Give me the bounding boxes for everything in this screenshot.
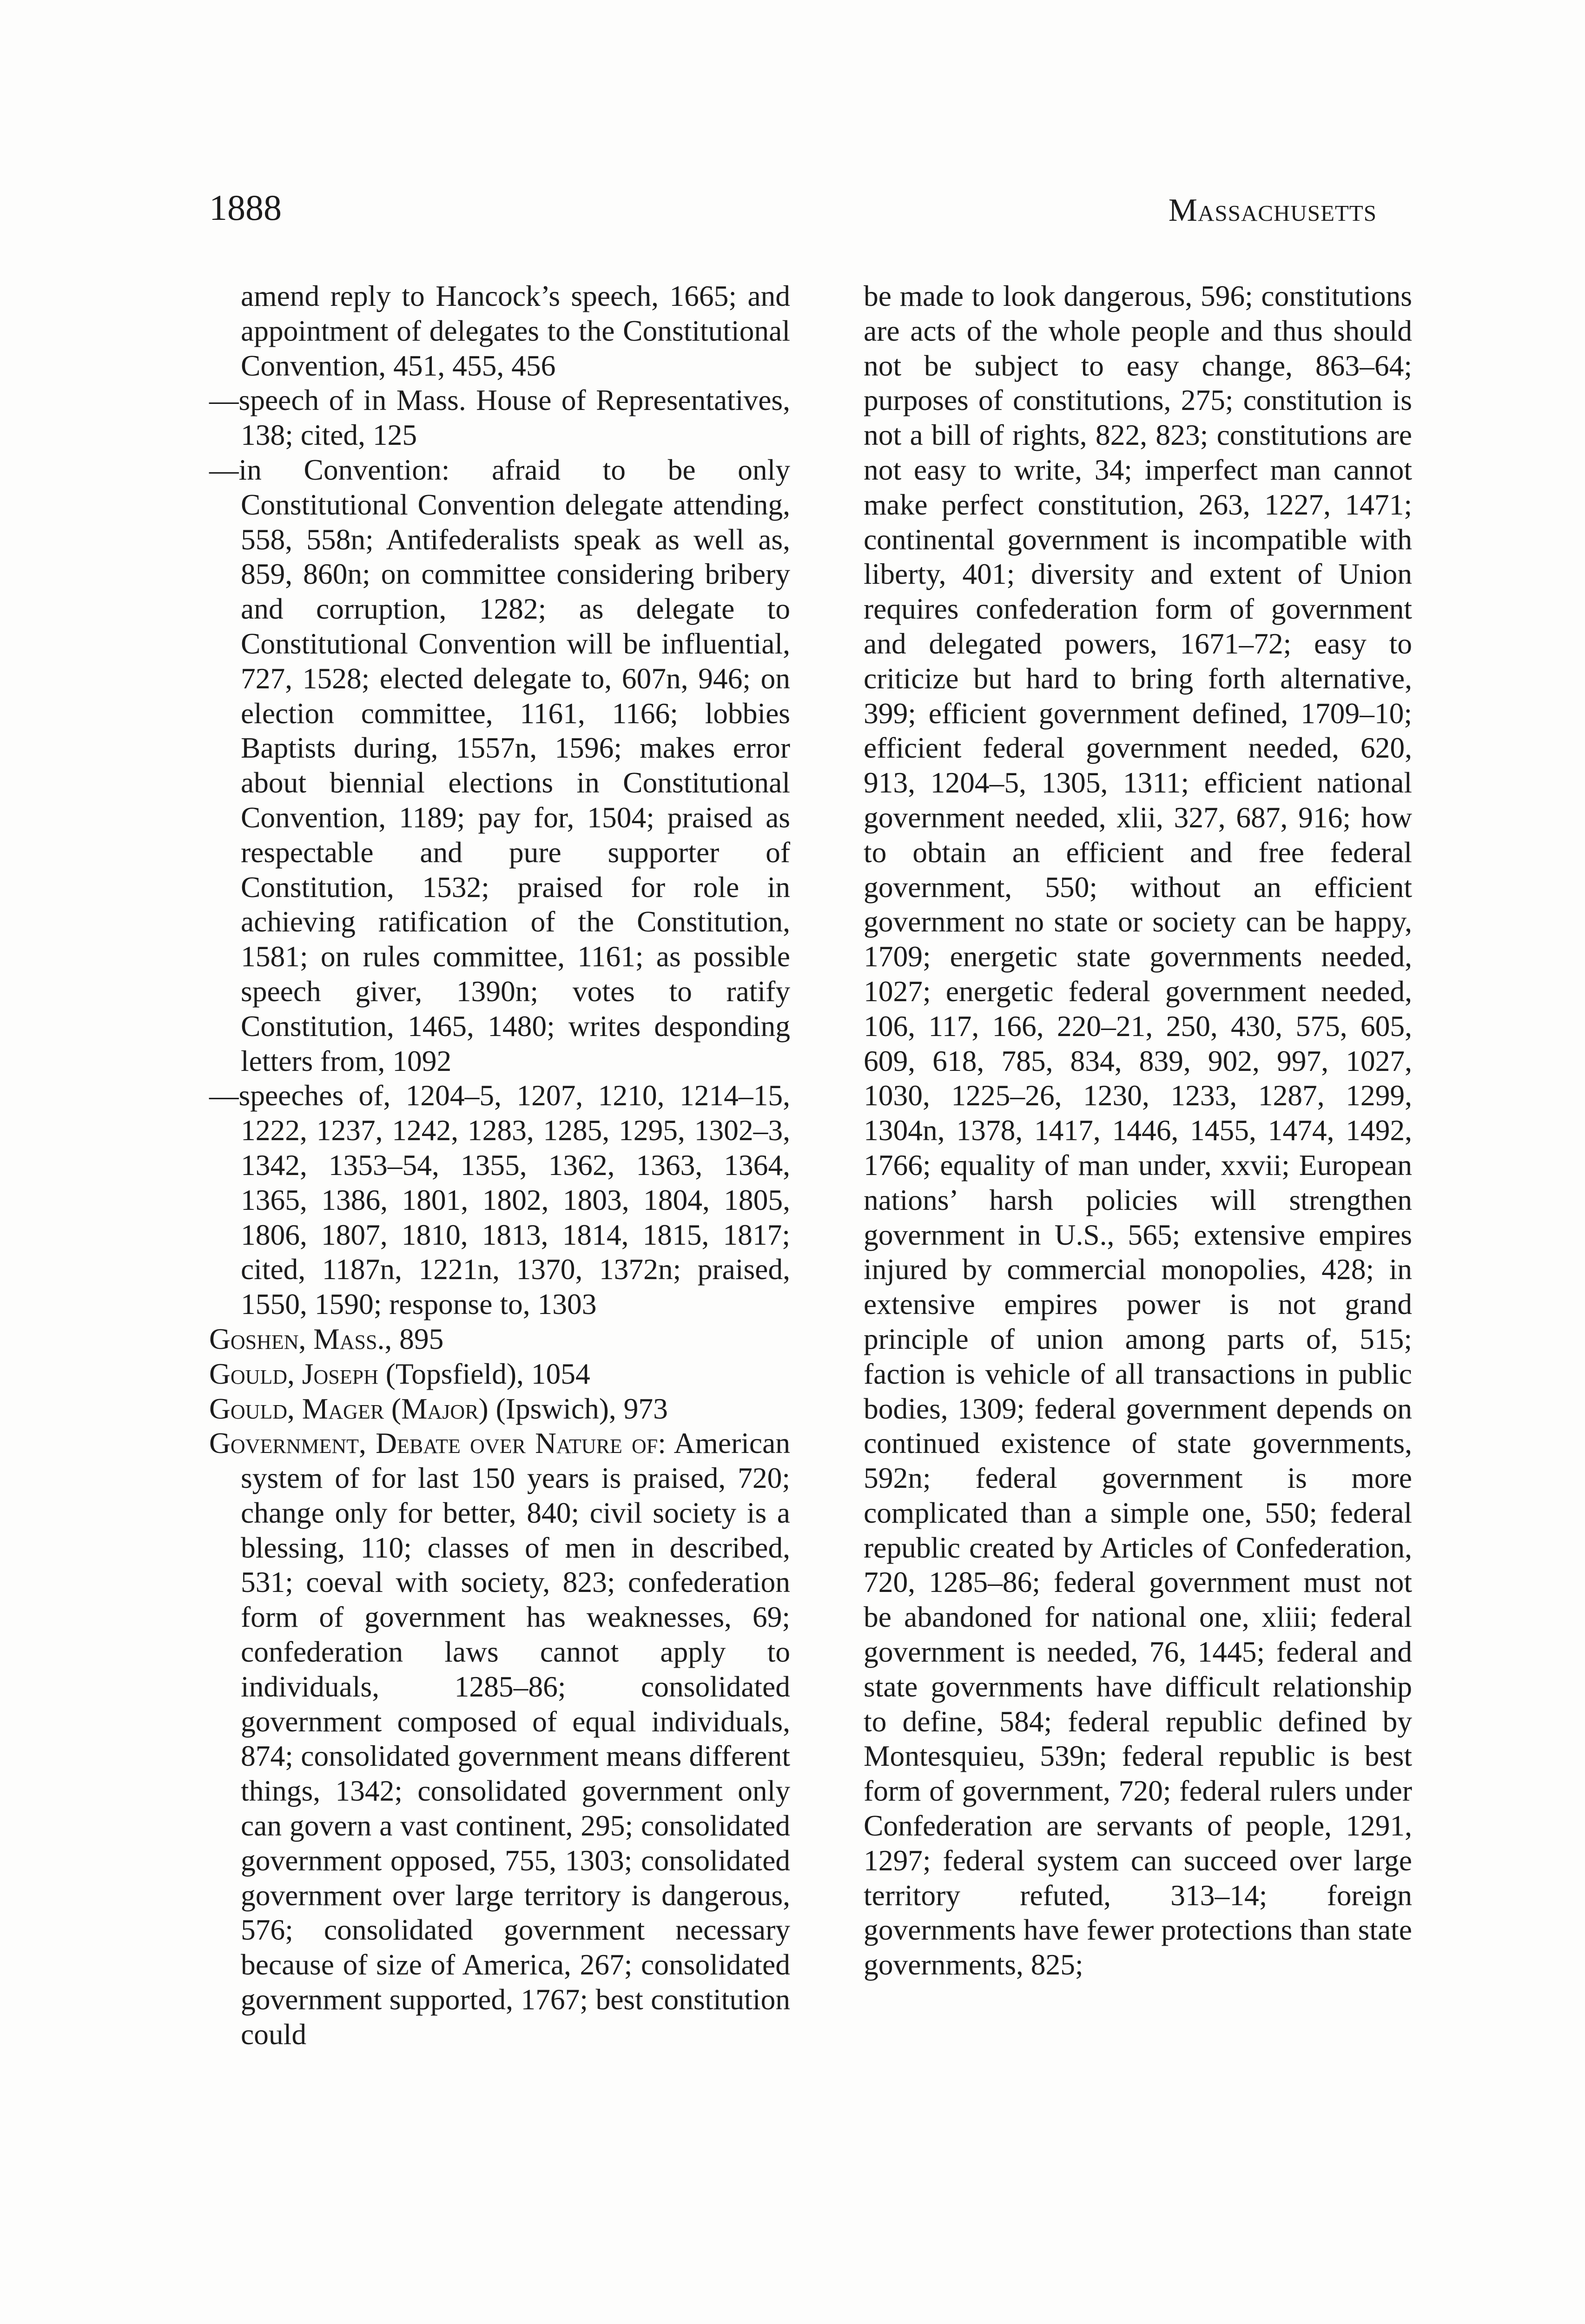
index-entry — [209, 1357, 790, 1392]
index-subentry: —in Convention: afraid to be only Constitutional Convention delegate attending, 558, 558n; Antifederalists speak as well as, 859, 860n; on committee considering bribery and corruption, 1282; as delegate to Constitutional Convention will be influential, 727, 1528; elected delegate to, 607n, 946; on election committee, 1161, 1166; lobbies Baptists during, 1557n, 1596; makes error about biennial elections in Constitutional Convention, 1189; pay for, 1504; praised as respectable and pure supporter of Constitution, 1532; praised for role in achieving ratification of the Constitution, 1581; on rules committee, 1161; as possible speech giver, 1390n; votes to ratify Constitution, 1465, 1480; writes desponding letters from, 1092 — [209, 453, 790, 1077]
index-locators: (Topsfield), 1054 — [378, 1357, 590, 1390]
index-headword: Goshen, Mass. — [209, 1322, 385, 1355]
index-entry — [209, 1322, 790, 1357]
page-number: 1888 — [209, 187, 282, 228]
index-headword: Gould, Mager (Major) — [209, 1392, 489, 1425]
index-entry — [209, 1426, 790, 2052]
running-head — [1169, 194, 1377, 227]
index-entry — [209, 1392, 790, 1426]
running-head-text: Massachusetts — [1168, 192, 1377, 228]
index-locators: (Ipswich), 973 — [488, 1392, 668, 1425]
index-subentry: —speech of in Mass. House of Representatives, 138; cited, 125 — [209, 383, 790, 452]
index-headword: Gould, Joseph — [209, 1357, 378, 1390]
index-entry-continuation: be made to look dangerous, 596; constitutions are acts of the whole people and thus should not be subject to easy change, 863–64; purposes of constitutions, 275; constitution is not a bill of rights, 822, 823; constitutions are not easy to write, 34; imperfect man cannot make perfect constitution, 263, 1227, 1471; continental government is incompatible with liberty, 401; diversity and extent of Union requires confederation form of government and delegated powers, 1671–72; easy to criticize but hard to bring forth alternative, 399; efficient government defined, 1709–10; efficient federal government needed, 620, 913, 1204–5, 1305, 1311; efficient national government needed, xlii, 327, 687, 916; how to obtain an efficient and free federal government, 550; without an efficient government no state or society can be happy, 1709; energetic state governments needed, 1027; energetic federal government needed, 106, 117, 166, 220–21, 250, 430, 575, 605, 609, 618, 785, 834, 839, 902, 997, 1027, 1030, 1225–26, 1230, 1233, 1287, 1299, 1304n, 1378, 1417, 1446, 1455, 1474, 1492, 1766; equality of man under, xxvii; European nations’ harsh policies will strengthen government in U.S., 565; extensive empires injured by commercial monopolies, 428; in extensive empires power is not grand principle of union among parts of, 515; faction is vehicle of all transactions in public bodies, 1309; federal government depends on continued existence of state governments, 592n; federal government is more complicated than a simple one, 550; federal republic created by Articles of Confederation, 720, 1285–86; federal government must not be abandoned for national one, xliii; federal government is needed, 76, 1445; federal and state governments have difficult relationship to define, 584; federal republic defined by Montesquieu, 539n; federal republic is best form of government, 720; federal rulers under Confederation are servants of people, 1291, 1297; federal system can succeed over large territory refuted, 313–14; foreign governments have fewer protections than state governments, 825; — [864, 279, 1412, 1981]
index-subentry: —speeches of, 1204–5, 1207, 1210, 1214–15, 1222, 1237, 1242, 1283, 1285, 1295, 1302–3, 1342, 1353–54, 1355, 1362, 1363, 1364, 1365, 1386, 1801, 1802, 1803, 1804, 1805, 1806, 1807, 1810, 1813, 1814, 1815, 1817; cited, 1187n, 1221n, 1370, 1372n; praised, 1550, 1590; response to, 1303 — [209, 1079, 790, 1321]
index-locators: , 895 — [384, 1322, 444, 1355]
index-entry-continuation: amend reply to Hancock’s speech, 1665; and appointment of delegates to the Constitutional Convention, 451, 455, 456 — [241, 279, 790, 382]
right-column — [864, 279, 1412, 1982]
left-column — [209, 279, 790, 2052]
index-headword: Government, Debate over Nature of: — [209, 1426, 666, 1460]
index-locators: American system of for last 150 years is praised, 720; change only for better, 840; civil society is a blessing, 110; classes of men in described, 531; coeval with society, 823; confederation form of government has weaknesses, 69; confederation laws cannot apply to individuals, 1285–86; consolidated government composed of equal individuals, 874; consolidated government means different things, 1342; consolidated government only can govern a vast continent, 295; consolidated government opposed, 755, 1303; consolidated government over large territory is dangerous, 576; consolidated government necessary because of size of America, 267; consolidated government supported, 1767; best constitution could — [241, 1426, 790, 2051]
